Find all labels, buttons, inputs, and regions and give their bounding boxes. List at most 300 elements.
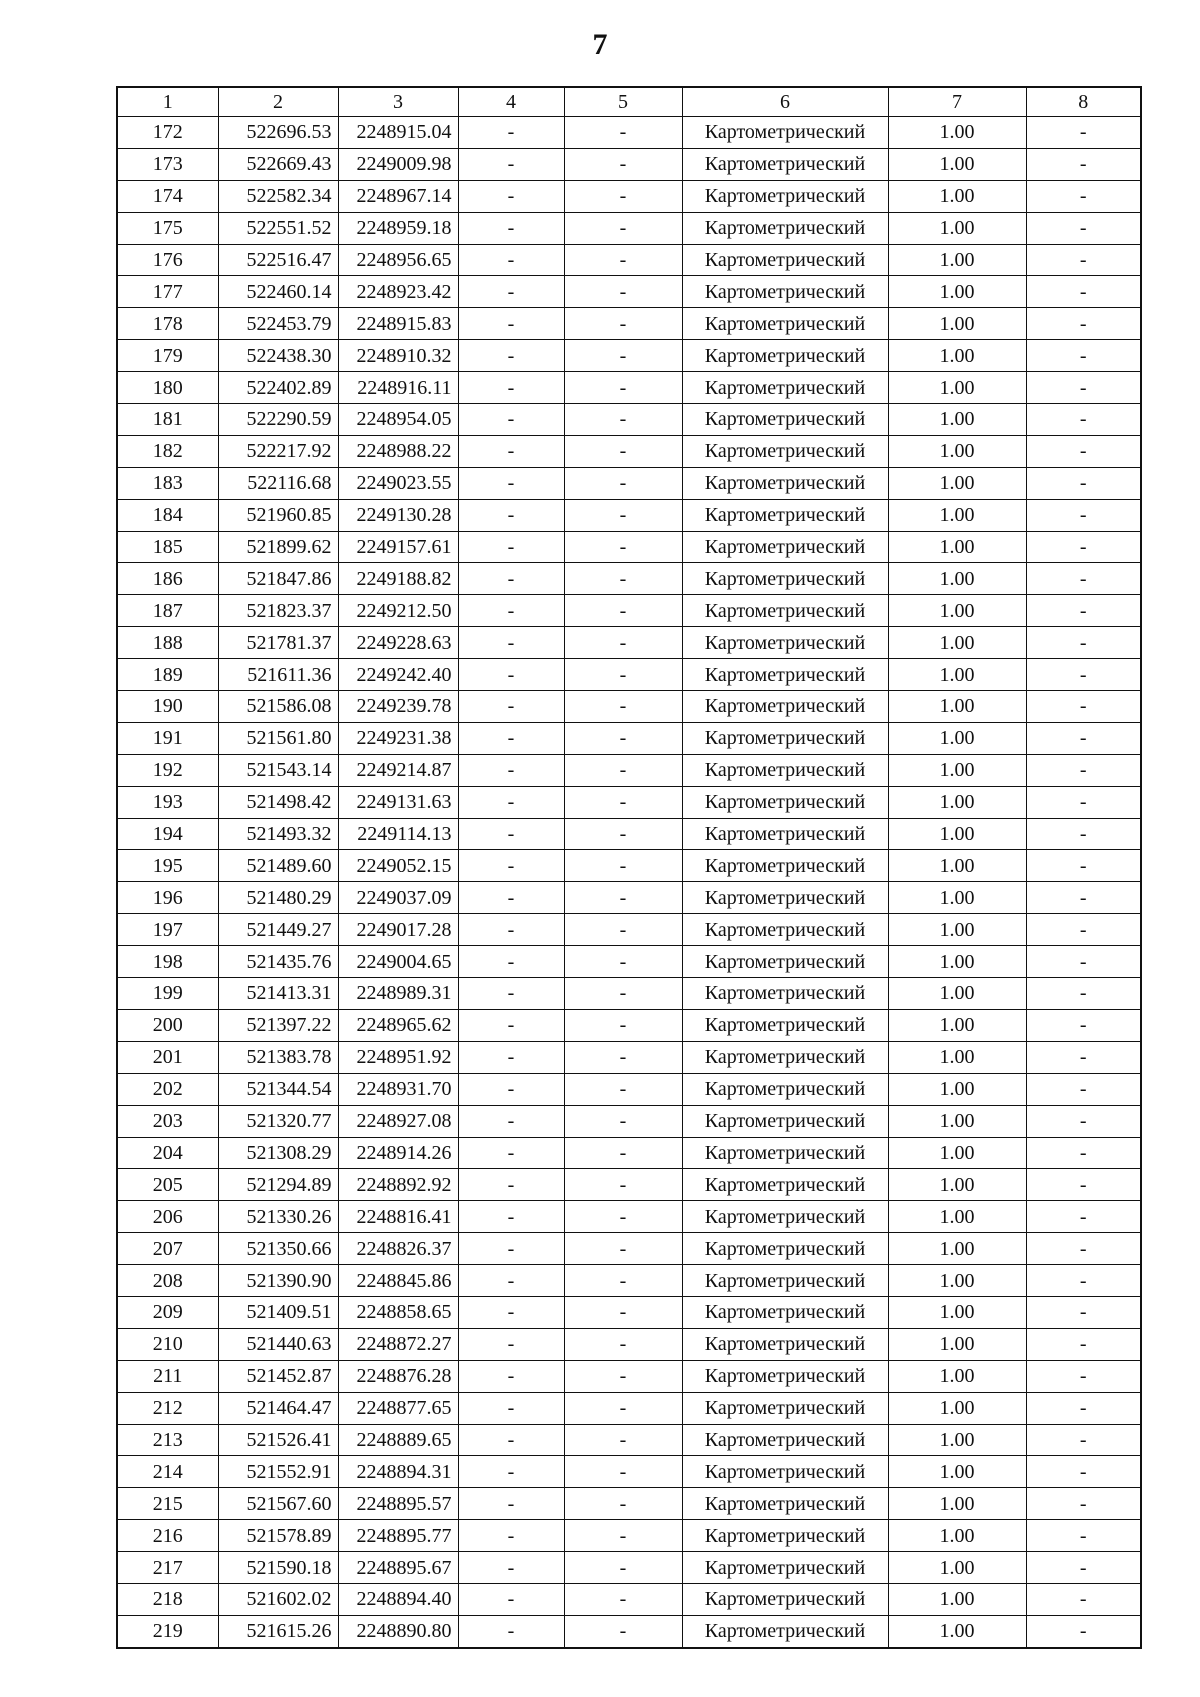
table-row xyxy=(117,148,1141,180)
accuracy-cell: 1.00 xyxy=(888,946,1026,978)
x-coordinate-cell: 522116.68 xyxy=(218,467,338,499)
x-coordinate-cell: 521409.51 xyxy=(218,1296,338,1328)
column-4-cell: - xyxy=(458,372,564,404)
table-row xyxy=(117,627,1141,659)
point-number-cell: 172 xyxy=(117,117,218,149)
accuracy-cell: 1.00 xyxy=(888,1424,1026,1456)
column-5-cell: - xyxy=(564,914,682,946)
column-4-cell: - xyxy=(458,1105,564,1137)
x-coordinate-cell: 521435.76 xyxy=(218,946,338,978)
table-row xyxy=(117,1552,1141,1584)
column-5-cell: - xyxy=(564,563,682,595)
x-coordinate-cell: 521899.62 xyxy=(218,531,338,563)
y-coordinate-cell: 2249188.82 xyxy=(338,563,458,595)
accuracy-cell: 1.00 xyxy=(888,818,1026,850)
column-5-cell: - xyxy=(564,244,682,276)
y-coordinate-cell: 2249239.78 xyxy=(338,691,458,723)
column-4-cell: - xyxy=(458,1552,564,1584)
method-cell: Картометрический xyxy=(682,404,888,436)
column-5-cell: - xyxy=(564,212,682,244)
column-5-cell: - xyxy=(564,1424,682,1456)
x-coordinate-cell: 521383.78 xyxy=(218,1041,338,1073)
table-row xyxy=(117,1520,1141,1552)
point-number-cell: 202 xyxy=(117,1073,218,1105)
column-5-cell: - xyxy=(564,1296,682,1328)
column-5-cell: - xyxy=(564,531,682,563)
x-coordinate-cell: 521847.86 xyxy=(218,563,338,595)
point-number-cell: 178 xyxy=(117,308,218,340)
point-number-cell: 195 xyxy=(117,850,218,882)
table-row xyxy=(117,180,1141,212)
table-row xyxy=(117,467,1141,499)
point-number-cell: 204 xyxy=(117,1137,218,1169)
column-5-cell: - xyxy=(564,722,682,754)
table-row xyxy=(117,1041,1141,1073)
column-5-cell: - xyxy=(564,180,682,212)
accuracy-cell: 1.00 xyxy=(888,1041,1026,1073)
table-row xyxy=(117,691,1141,723)
accuracy-cell: 1.00 xyxy=(888,499,1026,531)
column-4-cell: - xyxy=(458,754,564,786)
column-4-cell: - xyxy=(458,499,564,531)
column-4-cell: - xyxy=(458,850,564,882)
column-5-cell: - xyxy=(564,627,682,659)
method-cell: Картометрический xyxy=(682,659,888,691)
method-cell: Картометрический xyxy=(682,499,888,531)
y-coordinate-cell: 2248910.32 xyxy=(338,340,458,372)
table-row xyxy=(117,722,1141,754)
column-8-cell: - xyxy=(1026,1583,1141,1615)
method-cell: Картометрический xyxy=(682,850,888,882)
column-8-cell: - xyxy=(1026,148,1141,180)
point-number-cell: 200 xyxy=(117,1009,218,1041)
column-8-cell: - xyxy=(1026,180,1141,212)
accuracy-cell: 1.00 xyxy=(888,1615,1026,1647)
accuracy-cell: 1.00 xyxy=(888,1009,1026,1041)
point-number-cell: 208 xyxy=(117,1265,218,1297)
column-4-cell: - xyxy=(458,244,564,276)
x-coordinate-cell: 522669.43 xyxy=(218,148,338,180)
y-coordinate-cell: 2249037.09 xyxy=(338,882,458,914)
column-5-cell: - xyxy=(564,404,682,436)
column-4-cell: - xyxy=(458,1456,564,1488)
column-8-cell: - xyxy=(1026,435,1141,467)
accuracy-cell: 1.00 xyxy=(888,308,1026,340)
table-row xyxy=(117,531,1141,563)
x-coordinate-cell: 521480.29 xyxy=(218,882,338,914)
table-row xyxy=(117,882,1141,914)
method-cell: Картометрический xyxy=(682,563,888,595)
table-row xyxy=(117,1615,1141,1647)
method-cell: Картометрический xyxy=(682,1265,888,1297)
column-5-cell: - xyxy=(564,1488,682,1520)
column-header: 5 xyxy=(564,87,682,117)
table-row xyxy=(117,1201,1141,1233)
column-8-cell: - xyxy=(1026,946,1141,978)
table-row xyxy=(117,244,1141,276)
point-number-cell: 176 xyxy=(117,244,218,276)
point-number-cell: 210 xyxy=(117,1328,218,1360)
y-coordinate-cell: 2248916.11 xyxy=(338,372,458,404)
column-8-cell: - xyxy=(1026,244,1141,276)
point-number-cell: 206 xyxy=(117,1201,218,1233)
column-8-cell: - xyxy=(1026,1105,1141,1137)
x-coordinate-cell: 521586.08 xyxy=(218,691,338,723)
y-coordinate-cell: 2248927.08 xyxy=(338,1105,458,1137)
table-row xyxy=(117,404,1141,436)
method-cell: Картометрический xyxy=(682,1009,888,1041)
column-5-cell: - xyxy=(564,1552,682,1584)
x-coordinate-cell: 521543.14 xyxy=(218,754,338,786)
column-4-cell: - xyxy=(458,882,564,914)
y-coordinate-cell: 2249004.65 xyxy=(338,946,458,978)
column-4-cell: - xyxy=(458,180,564,212)
x-coordinate-cell: 521390.90 xyxy=(218,1265,338,1297)
y-coordinate-cell: 2249131.63 xyxy=(338,786,458,818)
column-5-cell: - xyxy=(564,340,682,372)
method-cell: Картометрический xyxy=(682,1041,888,1073)
column-5-cell: - xyxy=(564,818,682,850)
point-number-cell: 180 xyxy=(117,372,218,404)
column-5-cell: - xyxy=(564,1583,682,1615)
column-4-cell: - xyxy=(458,1073,564,1105)
table-row xyxy=(117,1073,1141,1105)
column-4-cell: - xyxy=(458,627,564,659)
method-cell: Картометрический xyxy=(682,1392,888,1424)
column-8-cell: - xyxy=(1026,1137,1141,1169)
accuracy-cell: 1.00 xyxy=(888,117,1026,149)
column-4-cell: - xyxy=(458,212,564,244)
x-coordinate-cell: 521308.29 xyxy=(218,1137,338,1169)
accuracy-cell: 1.00 xyxy=(888,1233,1026,1265)
accuracy-cell: 1.00 xyxy=(888,372,1026,404)
method-cell: Картометрический xyxy=(682,244,888,276)
column-8-cell: - xyxy=(1026,117,1141,149)
column-5-cell: - xyxy=(564,1009,682,1041)
table-row xyxy=(117,212,1141,244)
accuracy-cell: 1.00 xyxy=(888,1105,1026,1137)
column-8-cell: - xyxy=(1026,1424,1141,1456)
y-coordinate-cell: 2248988.22 xyxy=(338,435,458,467)
column-4-cell: - xyxy=(458,946,564,978)
column-5-cell: - xyxy=(564,117,682,149)
x-coordinate-cell: 521344.54 xyxy=(218,1073,338,1105)
method-cell: Картометрический xyxy=(682,308,888,340)
point-number-cell: 217 xyxy=(117,1552,218,1584)
accuracy-cell: 1.00 xyxy=(888,786,1026,818)
point-number-cell: 192 xyxy=(117,754,218,786)
point-number-cell: 173 xyxy=(117,148,218,180)
accuracy-cell: 1.00 xyxy=(888,1137,1026,1169)
table-row xyxy=(117,1488,1141,1520)
point-number-cell: 193 xyxy=(117,786,218,818)
method-cell: Картометрический xyxy=(682,1105,888,1137)
column-5-cell: - xyxy=(564,1392,682,1424)
accuracy-cell: 1.00 xyxy=(888,180,1026,212)
y-coordinate-cell: 2249023.55 xyxy=(338,467,458,499)
column-5-cell: - xyxy=(564,276,682,308)
table-row xyxy=(117,1169,1141,1201)
column-5-cell: - xyxy=(564,1201,682,1233)
table-row xyxy=(117,1233,1141,1265)
method-cell: Картометрический xyxy=(682,467,888,499)
x-coordinate-cell: 521602.02 xyxy=(218,1583,338,1615)
y-coordinate-cell: 2248890.80 xyxy=(338,1615,458,1647)
column-5-cell: - xyxy=(564,850,682,882)
column-8-cell: - xyxy=(1026,1488,1141,1520)
method-cell: Картометрический xyxy=(682,180,888,212)
accuracy-cell: 1.00 xyxy=(888,1360,1026,1392)
accuracy-cell: 1.00 xyxy=(888,467,1026,499)
column-8-cell: - xyxy=(1026,1328,1141,1360)
column-8-cell: - xyxy=(1026,276,1141,308)
table-row xyxy=(117,1328,1141,1360)
column-5-cell: - xyxy=(564,1105,682,1137)
x-coordinate-cell: 522582.34 xyxy=(218,180,338,212)
method-cell: Картометрический xyxy=(682,372,888,404)
accuracy-cell: 1.00 xyxy=(888,627,1026,659)
accuracy-cell: 1.00 xyxy=(888,659,1026,691)
column-8-cell: - xyxy=(1026,1392,1141,1424)
x-coordinate-cell: 521781.37 xyxy=(218,627,338,659)
column-5-cell: - xyxy=(564,148,682,180)
column-4-cell: - xyxy=(458,1041,564,1073)
column-4-cell: - xyxy=(458,308,564,340)
x-coordinate-cell: 521578.89 xyxy=(218,1520,338,1552)
method-cell: Картометрический xyxy=(682,1615,888,1647)
accuracy-cell: 1.00 xyxy=(888,404,1026,436)
x-coordinate-cell: 521615.26 xyxy=(218,1615,338,1647)
x-coordinate-cell: 521489.60 xyxy=(218,850,338,882)
column-8-cell: - xyxy=(1026,340,1141,372)
method-cell: Картометрический xyxy=(682,914,888,946)
column-4-cell: - xyxy=(458,1137,564,1169)
method-cell: Картометрический xyxy=(682,627,888,659)
column-8-cell: - xyxy=(1026,467,1141,499)
column-4-cell: - xyxy=(458,1265,564,1297)
accuracy-cell: 1.00 xyxy=(888,1392,1026,1424)
point-number-cell: 203 xyxy=(117,1105,218,1137)
x-coordinate-cell: 521464.47 xyxy=(218,1392,338,1424)
point-number-cell: 182 xyxy=(117,435,218,467)
column-8-cell: - xyxy=(1026,1296,1141,1328)
x-coordinate-cell: 521330.26 xyxy=(218,1201,338,1233)
point-number-cell: 213 xyxy=(117,1424,218,1456)
y-coordinate-cell: 2248845.86 xyxy=(338,1265,458,1297)
column-4-cell: - xyxy=(458,1328,564,1360)
x-coordinate-cell: 521413.31 xyxy=(218,978,338,1010)
x-coordinate-cell: 521294.89 xyxy=(218,1169,338,1201)
column-4-cell: - xyxy=(458,340,564,372)
column-4-cell: - xyxy=(458,117,564,149)
point-number-cell: 186 xyxy=(117,563,218,595)
x-coordinate-cell: 521320.77 xyxy=(218,1105,338,1137)
column-8-cell: - xyxy=(1026,1169,1141,1201)
point-number-cell: 191 xyxy=(117,722,218,754)
column-5-cell: - xyxy=(564,1073,682,1105)
column-8-cell: - xyxy=(1026,659,1141,691)
method-cell: Картометрический xyxy=(682,435,888,467)
column-5-cell: - xyxy=(564,372,682,404)
table-row xyxy=(117,786,1141,818)
column-5-cell: - xyxy=(564,754,682,786)
table-header-row xyxy=(117,87,1141,117)
column-8-cell: - xyxy=(1026,563,1141,595)
accuracy-cell: 1.00 xyxy=(888,850,1026,882)
column-4-cell: - xyxy=(458,1296,564,1328)
table-row xyxy=(117,1456,1141,1488)
point-number-cell: 215 xyxy=(117,1488,218,1520)
column-5-cell: - xyxy=(564,786,682,818)
table-row xyxy=(117,754,1141,786)
column-5-cell: - xyxy=(564,1169,682,1201)
column-4-cell: - xyxy=(458,148,564,180)
column-8-cell: - xyxy=(1026,531,1141,563)
y-coordinate-cell: 2248858.65 xyxy=(338,1296,458,1328)
method-cell: Картометрический xyxy=(682,786,888,818)
y-coordinate-cell: 2249130.28 xyxy=(338,499,458,531)
method-cell: Картометрический xyxy=(682,1233,888,1265)
point-number-cell: 218 xyxy=(117,1583,218,1615)
accuracy-cell: 1.00 xyxy=(888,1456,1026,1488)
y-coordinate-cell: 2248951.92 xyxy=(338,1041,458,1073)
column-5-cell: - xyxy=(564,595,682,627)
x-coordinate-cell: 521552.91 xyxy=(218,1456,338,1488)
point-number-cell: 201 xyxy=(117,1041,218,1073)
y-coordinate-cell: 2249242.40 xyxy=(338,659,458,691)
accuracy-cell: 1.00 xyxy=(888,531,1026,563)
x-coordinate-cell: 522453.79 xyxy=(218,308,338,340)
x-coordinate-cell: 522217.92 xyxy=(218,435,338,467)
table-row xyxy=(117,1583,1141,1615)
table-row xyxy=(117,978,1141,1010)
accuracy-cell: 1.00 xyxy=(888,340,1026,372)
column-8-cell: - xyxy=(1026,1360,1141,1392)
point-number-cell: 181 xyxy=(117,404,218,436)
method-cell: Картометрический xyxy=(682,882,888,914)
column-8-cell: - xyxy=(1026,1520,1141,1552)
x-coordinate-cell: 522696.53 xyxy=(218,117,338,149)
table-row xyxy=(117,659,1141,691)
y-coordinate-cell: 2249009.98 xyxy=(338,148,458,180)
column-header: 2 xyxy=(218,87,338,117)
accuracy-cell: 1.00 xyxy=(888,1488,1026,1520)
y-coordinate-cell: 2249157.61 xyxy=(338,531,458,563)
column-5-cell: - xyxy=(564,1233,682,1265)
column-8-cell: - xyxy=(1026,1009,1141,1041)
method-cell: Картометрический xyxy=(682,595,888,627)
method-cell: Картометрический xyxy=(682,1073,888,1105)
point-number-cell: 198 xyxy=(117,946,218,978)
y-coordinate-cell: 2249212.50 xyxy=(338,595,458,627)
accuracy-cell: 1.00 xyxy=(888,1328,1026,1360)
column-5-cell: - xyxy=(564,1328,682,1360)
column-5-cell: - xyxy=(564,1456,682,1488)
accuracy-cell: 1.00 xyxy=(888,722,1026,754)
point-number-cell: 183 xyxy=(117,467,218,499)
method-cell: Картометрический xyxy=(682,1137,888,1169)
point-number-cell: 205 xyxy=(117,1169,218,1201)
column-8-cell: - xyxy=(1026,722,1141,754)
column-header: 8 xyxy=(1026,87,1141,117)
method-cell: Картометрический xyxy=(682,1296,888,1328)
column-4-cell: - xyxy=(458,1583,564,1615)
x-coordinate-cell: 522516.47 xyxy=(218,244,338,276)
column-5-cell: - xyxy=(564,978,682,1010)
x-coordinate-cell: 522460.14 xyxy=(218,276,338,308)
method-cell: Картометрический xyxy=(682,978,888,1010)
column-8-cell: - xyxy=(1026,1233,1141,1265)
method-cell: Картометрический xyxy=(682,212,888,244)
column-8-cell: - xyxy=(1026,882,1141,914)
x-coordinate-cell: 521452.87 xyxy=(218,1360,338,1392)
method-cell: Картометрический xyxy=(682,1488,888,1520)
column-5-cell: - xyxy=(564,1360,682,1392)
x-coordinate-cell: 522551.52 xyxy=(218,212,338,244)
table-row xyxy=(117,1009,1141,1041)
column-5-cell: - xyxy=(564,691,682,723)
accuracy-cell: 1.00 xyxy=(888,1552,1026,1584)
column-4-cell: - xyxy=(458,1615,564,1647)
column-4-cell: - xyxy=(458,914,564,946)
y-coordinate-cell: 2248915.83 xyxy=(338,308,458,340)
page-number: 7 xyxy=(592,28,608,61)
column-8-cell: - xyxy=(1026,1041,1141,1073)
point-number-cell: 188 xyxy=(117,627,218,659)
column-8-cell: - xyxy=(1026,212,1141,244)
point-number-cell: 184 xyxy=(117,499,218,531)
accuracy-cell: 1.00 xyxy=(888,882,1026,914)
table-row xyxy=(117,117,1141,149)
x-coordinate-cell: 521526.41 xyxy=(218,1424,338,1456)
column-4-cell: - xyxy=(458,404,564,436)
y-coordinate-cell: 2248914.26 xyxy=(338,1137,458,1169)
y-coordinate-cell: 2248894.40 xyxy=(338,1583,458,1615)
column-8-cell: - xyxy=(1026,818,1141,850)
method-cell: Картометрический xyxy=(682,1456,888,1488)
y-coordinate-cell: 2248959.18 xyxy=(338,212,458,244)
point-number-cell: 196 xyxy=(117,882,218,914)
column-4-cell: - xyxy=(458,276,564,308)
column-5-cell: - xyxy=(564,467,682,499)
point-number-cell: 197 xyxy=(117,914,218,946)
x-coordinate-cell: 521397.22 xyxy=(218,1009,338,1041)
point-number-cell: 211 xyxy=(117,1360,218,1392)
column-5-cell: - xyxy=(564,1041,682,1073)
table-row xyxy=(117,372,1141,404)
accuracy-cell: 1.00 xyxy=(888,1296,1026,1328)
column-header: 3 xyxy=(338,87,458,117)
accuracy-cell: 1.00 xyxy=(888,1169,1026,1201)
y-coordinate-cell: 2248892.92 xyxy=(338,1169,458,1201)
table-row xyxy=(117,499,1141,531)
column-header: 6 xyxy=(682,87,888,117)
column-8-cell: - xyxy=(1026,404,1141,436)
column-8-cell: - xyxy=(1026,786,1141,818)
column-4-cell: - xyxy=(458,691,564,723)
column-4-cell: - xyxy=(458,595,564,627)
point-number-cell: 216 xyxy=(117,1520,218,1552)
x-coordinate-cell: 521449.27 xyxy=(218,914,338,946)
method-cell: Картометрический xyxy=(682,1583,888,1615)
accuracy-cell: 1.00 xyxy=(888,212,1026,244)
accuracy-cell: 1.00 xyxy=(888,1073,1026,1105)
column-8-cell: - xyxy=(1026,691,1141,723)
x-coordinate-cell: 521567.60 xyxy=(218,1488,338,1520)
y-coordinate-cell: 2248956.65 xyxy=(338,244,458,276)
accuracy-cell: 1.00 xyxy=(888,1265,1026,1297)
x-coordinate-cell: 521611.36 xyxy=(218,659,338,691)
